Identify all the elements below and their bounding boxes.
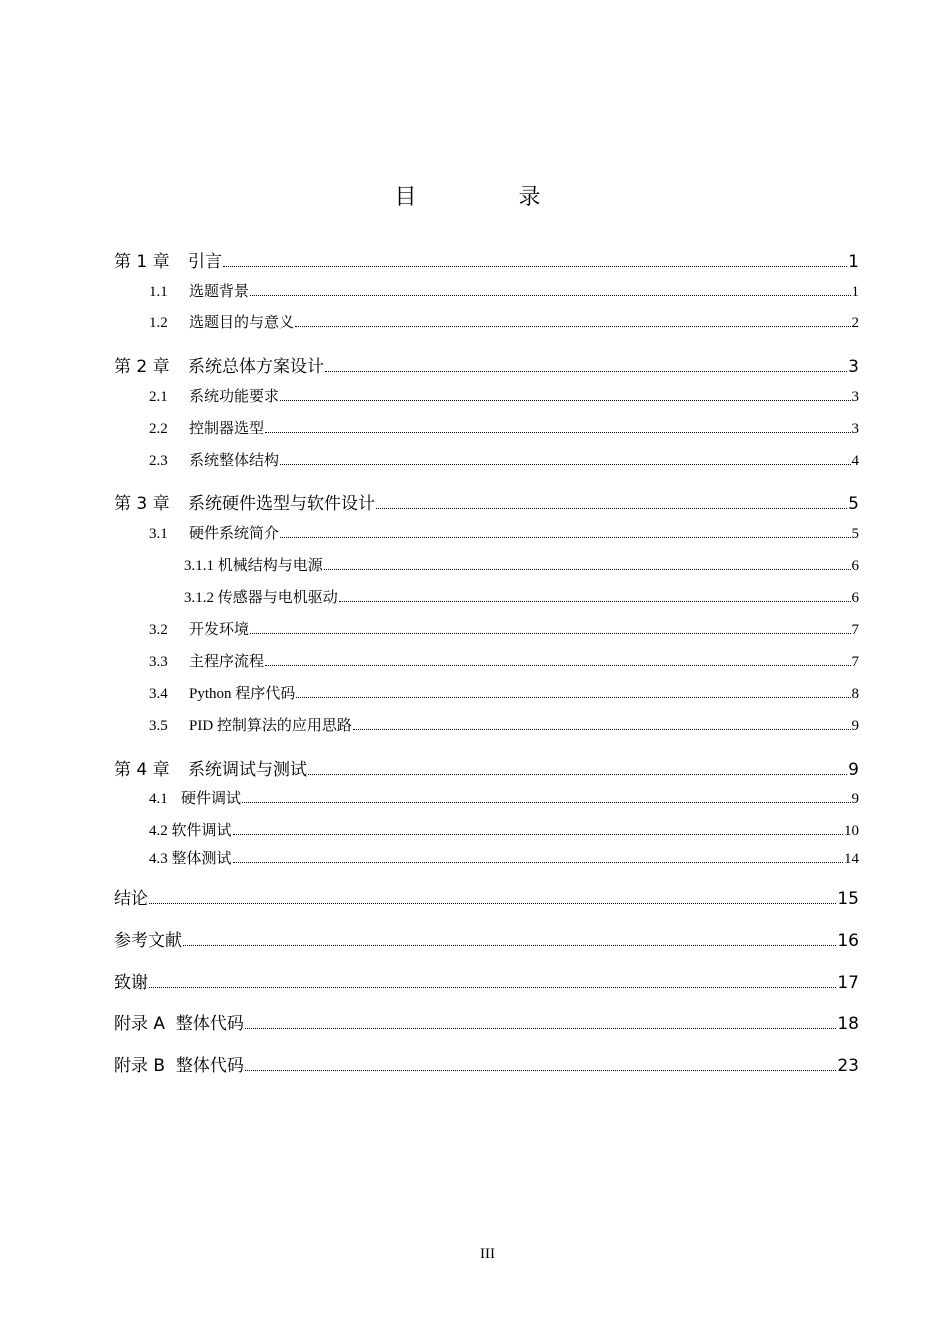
toc-entry-page: 7	[851, 654, 859, 670]
toc-entry-page: 3	[848, 357, 859, 377]
toc-entry-title: 附录 A 整体代码	[114, 1014, 244, 1034]
toc-entry-page: 5	[851, 526, 859, 542]
toc-entry-page: 18	[837, 1014, 859, 1034]
toc-leader-dots	[280, 399, 850, 401]
toc-entry-number: 4.1	[149, 791, 168, 807]
toc-leader-dots	[250, 632, 850, 634]
toc-entry-title: 选题背景	[189, 284, 250, 300]
toc-leader-dots	[183, 944, 836, 946]
toc-leader-dots	[376, 507, 847, 509]
toc-entry-3-1-2[interactable]	[184, 586, 859, 607]
toc-entry-4-3[interactable]	[149, 847, 859, 868]
toc-leader-dots	[280, 463, 850, 465]
toc-leader-dots	[245, 1027, 837, 1029]
toc-entry-title: PID 控制算法的应用思路	[189, 718, 352, 734]
toc-entry-page: 3	[851, 389, 859, 405]
toc-entry-title: 参考文献	[114, 931, 182, 951]
toc-entry-page: 2	[851, 315, 859, 331]
toc-entry-number: 2.3	[149, 453, 168, 469]
toc-entry-number: 3.3	[149, 654, 168, 670]
toc-entry-title: 3.1.2 传感器与电机驱动	[184, 590, 338, 606]
toc-leader-dots	[242, 801, 850, 803]
toc-entry-page: 1	[851, 284, 859, 300]
toc-leader-dots	[265, 664, 850, 666]
toc-entry-title: 开发环境	[189, 620, 250, 638]
page-number: III	[480, 1246, 495, 1262]
toc-entry-number: 3.1	[149, 526, 168, 542]
toc-entry-page: 23	[837, 1056, 859, 1076]
toc-leader-dots	[296, 696, 850, 698]
toc-leader-dots	[245, 1069, 836, 1071]
toc-entry-title: 结论	[114, 889, 148, 909]
toc-entry-title: Python 程序代码	[189, 686, 296, 702]
toc-leader-dots	[280, 536, 850, 538]
toc-entry-page: 9	[851, 718, 859, 734]
toc-entry-title: 附录 B 整体代码	[114, 1056, 244, 1076]
toc-entry-number: 1.1	[149, 284, 168, 300]
toc-entry-number: 3.4	[149, 686, 168, 702]
toc-entry-page: 8	[851, 686, 859, 702]
toc-entry-2-2[interactable]	[149, 417, 859, 438]
toc-entry-conclusion[interactable]	[114, 884, 859, 909]
toc-entry-references[interactable]	[114, 926, 859, 951]
toc-leader-dots	[295, 325, 850, 327]
toc-entry-number: 3.2	[149, 622, 168, 638]
toc-entry-number: 第 2 章	[114, 357, 170, 377]
toc-entry-chapter-1[interactable]	[114, 247, 859, 272]
toc-entry-page: 4	[851, 453, 859, 469]
toc-leader-dots	[250, 294, 850, 296]
toc-entry-title: 硬件系统简介	[189, 524, 280, 542]
toc-leader-dots	[265, 431, 850, 433]
toc-entry-page: 1	[848, 252, 859, 272]
toc-entry-page: 17	[837, 973, 859, 993]
toc-leader-dots	[339, 600, 851, 602]
toc-entry-1-2[interactable]	[149, 311, 859, 332]
toc-entry-acknowledgements[interactable]	[114, 968, 859, 993]
toc-entry-2-3[interactable]	[149, 449, 859, 470]
toc-leader-dots	[308, 773, 847, 775]
toc-entry-3-5[interactable]	[149, 714, 859, 735]
page-title: 目 录	[394, 185, 581, 210]
toc-entry-number: 第 1 章	[114, 252, 170, 272]
toc-entry-number: 1.2	[149, 315, 168, 331]
toc-leader-dots	[233, 833, 843, 835]
toc-entry-4-1[interactable]	[149, 787, 859, 808]
toc-entry-4-2[interactable]	[149, 819, 859, 840]
toc-entry-title: 硬件调试	[181, 789, 242, 807]
toc-entry-appendix-a[interactable]	[114, 1009, 859, 1034]
toc-leader-dots	[233, 861, 843, 863]
toc-entry-title: 系统总体方案设计	[188, 357, 324, 377]
toc-leader-dots	[149, 986, 836, 988]
toc-entry-appendix-b[interactable]	[114, 1051, 859, 1076]
toc-entry-2-1[interactable]	[149, 385, 859, 406]
toc-entry-page: 5	[848, 494, 859, 514]
toc-entry-number: 3.5	[149, 718, 168, 734]
toc-entry-chapter-4[interactable]	[114, 755, 859, 780]
toc-entry-page: 7	[851, 622, 859, 638]
toc-entry-title: 4.2 软件调试	[149, 823, 232, 839]
toc-leader-dots	[223, 265, 847, 267]
toc-leader-dots	[353, 728, 851, 730]
toc-entry-title: 系统整体结构	[189, 451, 280, 469]
toc-entry-title: 控制器选型	[189, 419, 265, 437]
toc-entry-page: 6	[851, 590, 859, 606]
toc-entry-1-1[interactable]	[149, 280, 859, 301]
toc-entry-page: 9	[851, 791, 859, 807]
toc-leader-dots	[149, 902, 836, 904]
toc-entry-title: 选题目的与意义	[189, 313, 295, 331]
toc-entry-title: 系统硬件选型与软件设计	[188, 494, 375, 514]
toc-entry-page: 16	[837, 931, 859, 951]
toc-entry-title: 3.1.1 机械结构与电源	[184, 558, 323, 574]
toc-entry-page: 15	[837, 889, 859, 909]
toc-entry-number: 2.2	[149, 421, 168, 437]
toc-entry-3-1-1[interactable]	[184, 554, 859, 575]
toc-entry-page: 3	[851, 421, 859, 437]
toc-entry-number: 第 4 章	[114, 760, 170, 780]
toc-entry-3-2[interactable]	[149, 618, 859, 639]
toc-entry-title: 致谢	[114, 973, 148, 993]
toc-entry-chapter-2[interactable]	[114, 352, 859, 377]
toc-entry-title: 4.3 整体测试	[149, 851, 232, 867]
toc-entry-title: 系统功能要求	[189, 387, 280, 405]
toc-entry-3-4[interactable]	[149, 682, 859, 703]
toc-entry-title: 主程序流程	[189, 652, 265, 670]
toc-entry-number: 第 3 章	[114, 494, 170, 514]
toc-leader-dots	[325, 370, 847, 372]
toc-entry-page: 9	[848, 760, 859, 780]
toc-entry-title: 引言	[188, 252, 222, 272]
toc-entry-number: 2.1	[149, 389, 168, 405]
toc-entry-page: 6	[851, 558, 859, 574]
toc-leader-dots	[324, 568, 851, 570]
toc-entry-3-1[interactable]	[149, 522, 859, 543]
toc-entry-title: 系统调试与测试	[188, 760, 307, 780]
toc-entry-page: 10	[844, 823, 859, 839]
toc-entry-page: 14	[844, 851, 859, 867]
toc-entry-chapter-3[interactable]	[114, 489, 859, 514]
toc-entry-3-3[interactable]	[149, 650, 859, 671]
